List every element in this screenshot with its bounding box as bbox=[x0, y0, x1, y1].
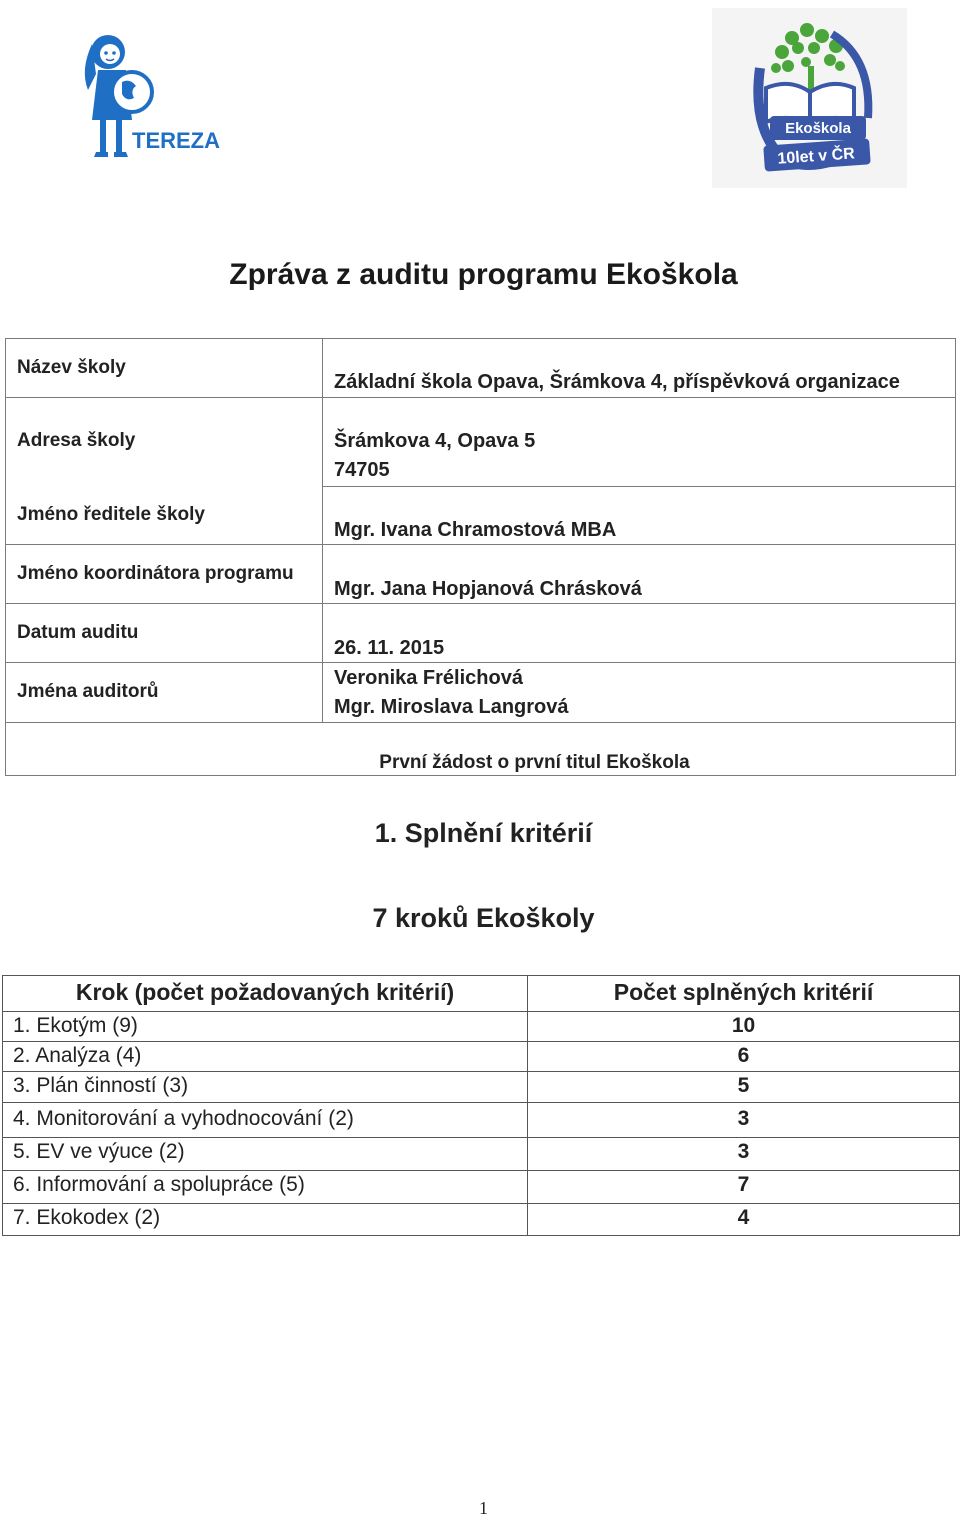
ekoskola-years-text: 10let v ČR bbox=[776, 145, 856, 168]
coordinator-label: Jméno koordinátora programu bbox=[17, 563, 294, 584]
steps-row-divider bbox=[3, 1071, 959, 1072]
school-info-table bbox=[5, 338, 956, 776]
director-value: Mgr. Ivana Chramostová MBA bbox=[334, 519, 617, 541]
step-name: 7. Ekokodex (2) bbox=[13, 1206, 161, 1229]
step-fulfilled: 3 bbox=[737, 1107, 750, 1130]
steps-row-divider bbox=[3, 1137, 959, 1138]
steps-table bbox=[2, 975, 960, 1236]
steps-header-step: Krok (počet požadovaných kritérií) bbox=[75, 979, 455, 1005]
info-row-divider bbox=[6, 662, 955, 663]
ekoskola-logo bbox=[712, 8, 907, 188]
step-name: 2. Analýza (4) bbox=[13, 1044, 142, 1067]
step-fulfilled: 4 bbox=[737, 1206, 750, 1229]
audit-date-label: Datum auditu bbox=[17, 622, 139, 643]
subsection-heading: 7 kroků Ekoškoly bbox=[372, 903, 595, 933]
school-name-value: Základní škola Opava, Šrámkova 4, příspěvková organizace bbox=[334, 371, 900, 393]
audit-date-value: 26. 11. 2015 bbox=[334, 637, 445, 659]
steps-row-divider bbox=[3, 1102, 959, 1103]
auditors-label: Jména auditorů bbox=[17, 681, 159, 702]
steps-row-divider bbox=[3, 1011, 959, 1012]
school-name-label: Název školy bbox=[17, 357, 126, 378]
step-name: 1. Ekotým (9) bbox=[13, 1014, 138, 1037]
address-line2: 74705 bbox=[334, 459, 390, 481]
step-fulfilled: 6 bbox=[737, 1044, 750, 1067]
step-fulfilled: 7 bbox=[737, 1173, 750, 1196]
info-row-divider bbox=[6, 397, 955, 398]
director-label: Jméno ředitele školy bbox=[17, 504, 205, 525]
info-row-divider bbox=[322, 486, 955, 487]
coordinator-value: Mgr. Jana Hopjanová Chrásková bbox=[334, 578, 642, 600]
document-title: Zpráva z auditu programu Ekoškola bbox=[229, 258, 738, 291]
auditor-2: Mgr. Miroslava Langrová bbox=[334, 696, 569, 718]
request-type: První žádost o první titul Ekoškola bbox=[379, 752, 690, 773]
step-name: 5. EV ve výuce (2) bbox=[13, 1140, 185, 1163]
address-label: Adresa školy bbox=[17, 430, 136, 451]
steps-header-fulfilled: Počet splněných kritérií bbox=[613, 979, 874, 1005]
step-fulfilled: 5 bbox=[737, 1074, 750, 1097]
step-fulfilled: 10 bbox=[731, 1014, 756, 1037]
tereza-logo bbox=[70, 30, 220, 165]
steps-row-divider bbox=[3, 1203, 959, 1204]
step-fulfilled: 3 bbox=[737, 1140, 750, 1163]
tereza-logo-text: TEREZA bbox=[132, 128, 220, 153]
steps-row-divider bbox=[3, 1170, 959, 1171]
steps-row-divider bbox=[3, 1041, 959, 1042]
step-name: 3. Plán činností (3) bbox=[13, 1074, 189, 1097]
section-heading: 1. Splnění kritérií bbox=[374, 818, 593, 848]
page-number: 1 bbox=[479, 1498, 488, 1518]
info-row-divider bbox=[6, 544, 955, 545]
step-name: 6. Informování a spolupráce (5) bbox=[13, 1173, 305, 1196]
auditor-1: Veronika Frélichová bbox=[334, 667, 523, 689]
info-row-divider bbox=[6, 603, 955, 604]
step-name: 4. Monitorování a vyhodnocování (2) bbox=[13, 1107, 354, 1130]
info-row-divider bbox=[6, 722, 955, 723]
ekoskola-logo-text: Ekoškola bbox=[785, 120, 851, 137]
address-line1: Šrámkova 4, Opava 5 bbox=[334, 430, 536, 452]
